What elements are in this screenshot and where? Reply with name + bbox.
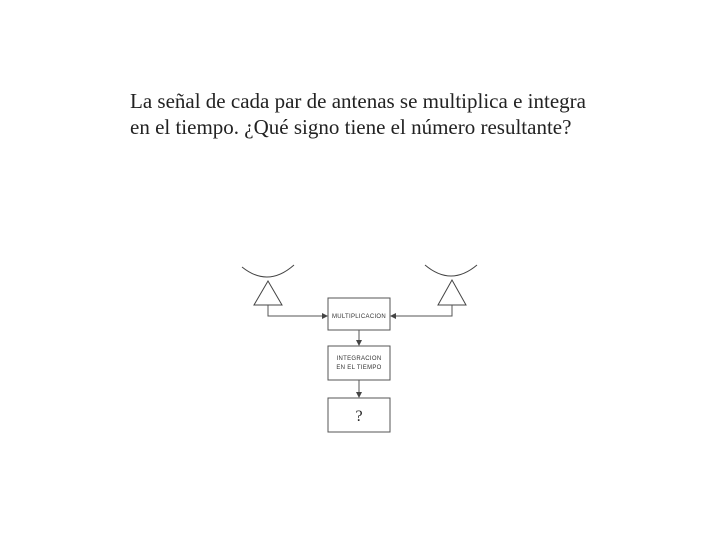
right-signal-line [391,305,452,316]
question-line-2: en el tiempo. ¿Qué signo tiene el número resultante? [130,115,572,139]
result-box [328,398,390,432]
right-antenna-icon [425,265,477,305]
multiplication-box [328,298,390,330]
result-question-mark: ? [355,408,363,425]
question-line-1: La señal de cada par de antenas se multiplica e integra [130,89,586,113]
left-antenna-icon [242,265,294,305]
left-signal-line [268,305,327,316]
integration-label-line-2: EN EL TIEMPO [336,365,382,371]
integration-label-line-1: INTEGRACION [336,356,382,362]
integration-box [328,346,390,380]
multiplication-label: MULTIPLICACION [331,314,387,320]
